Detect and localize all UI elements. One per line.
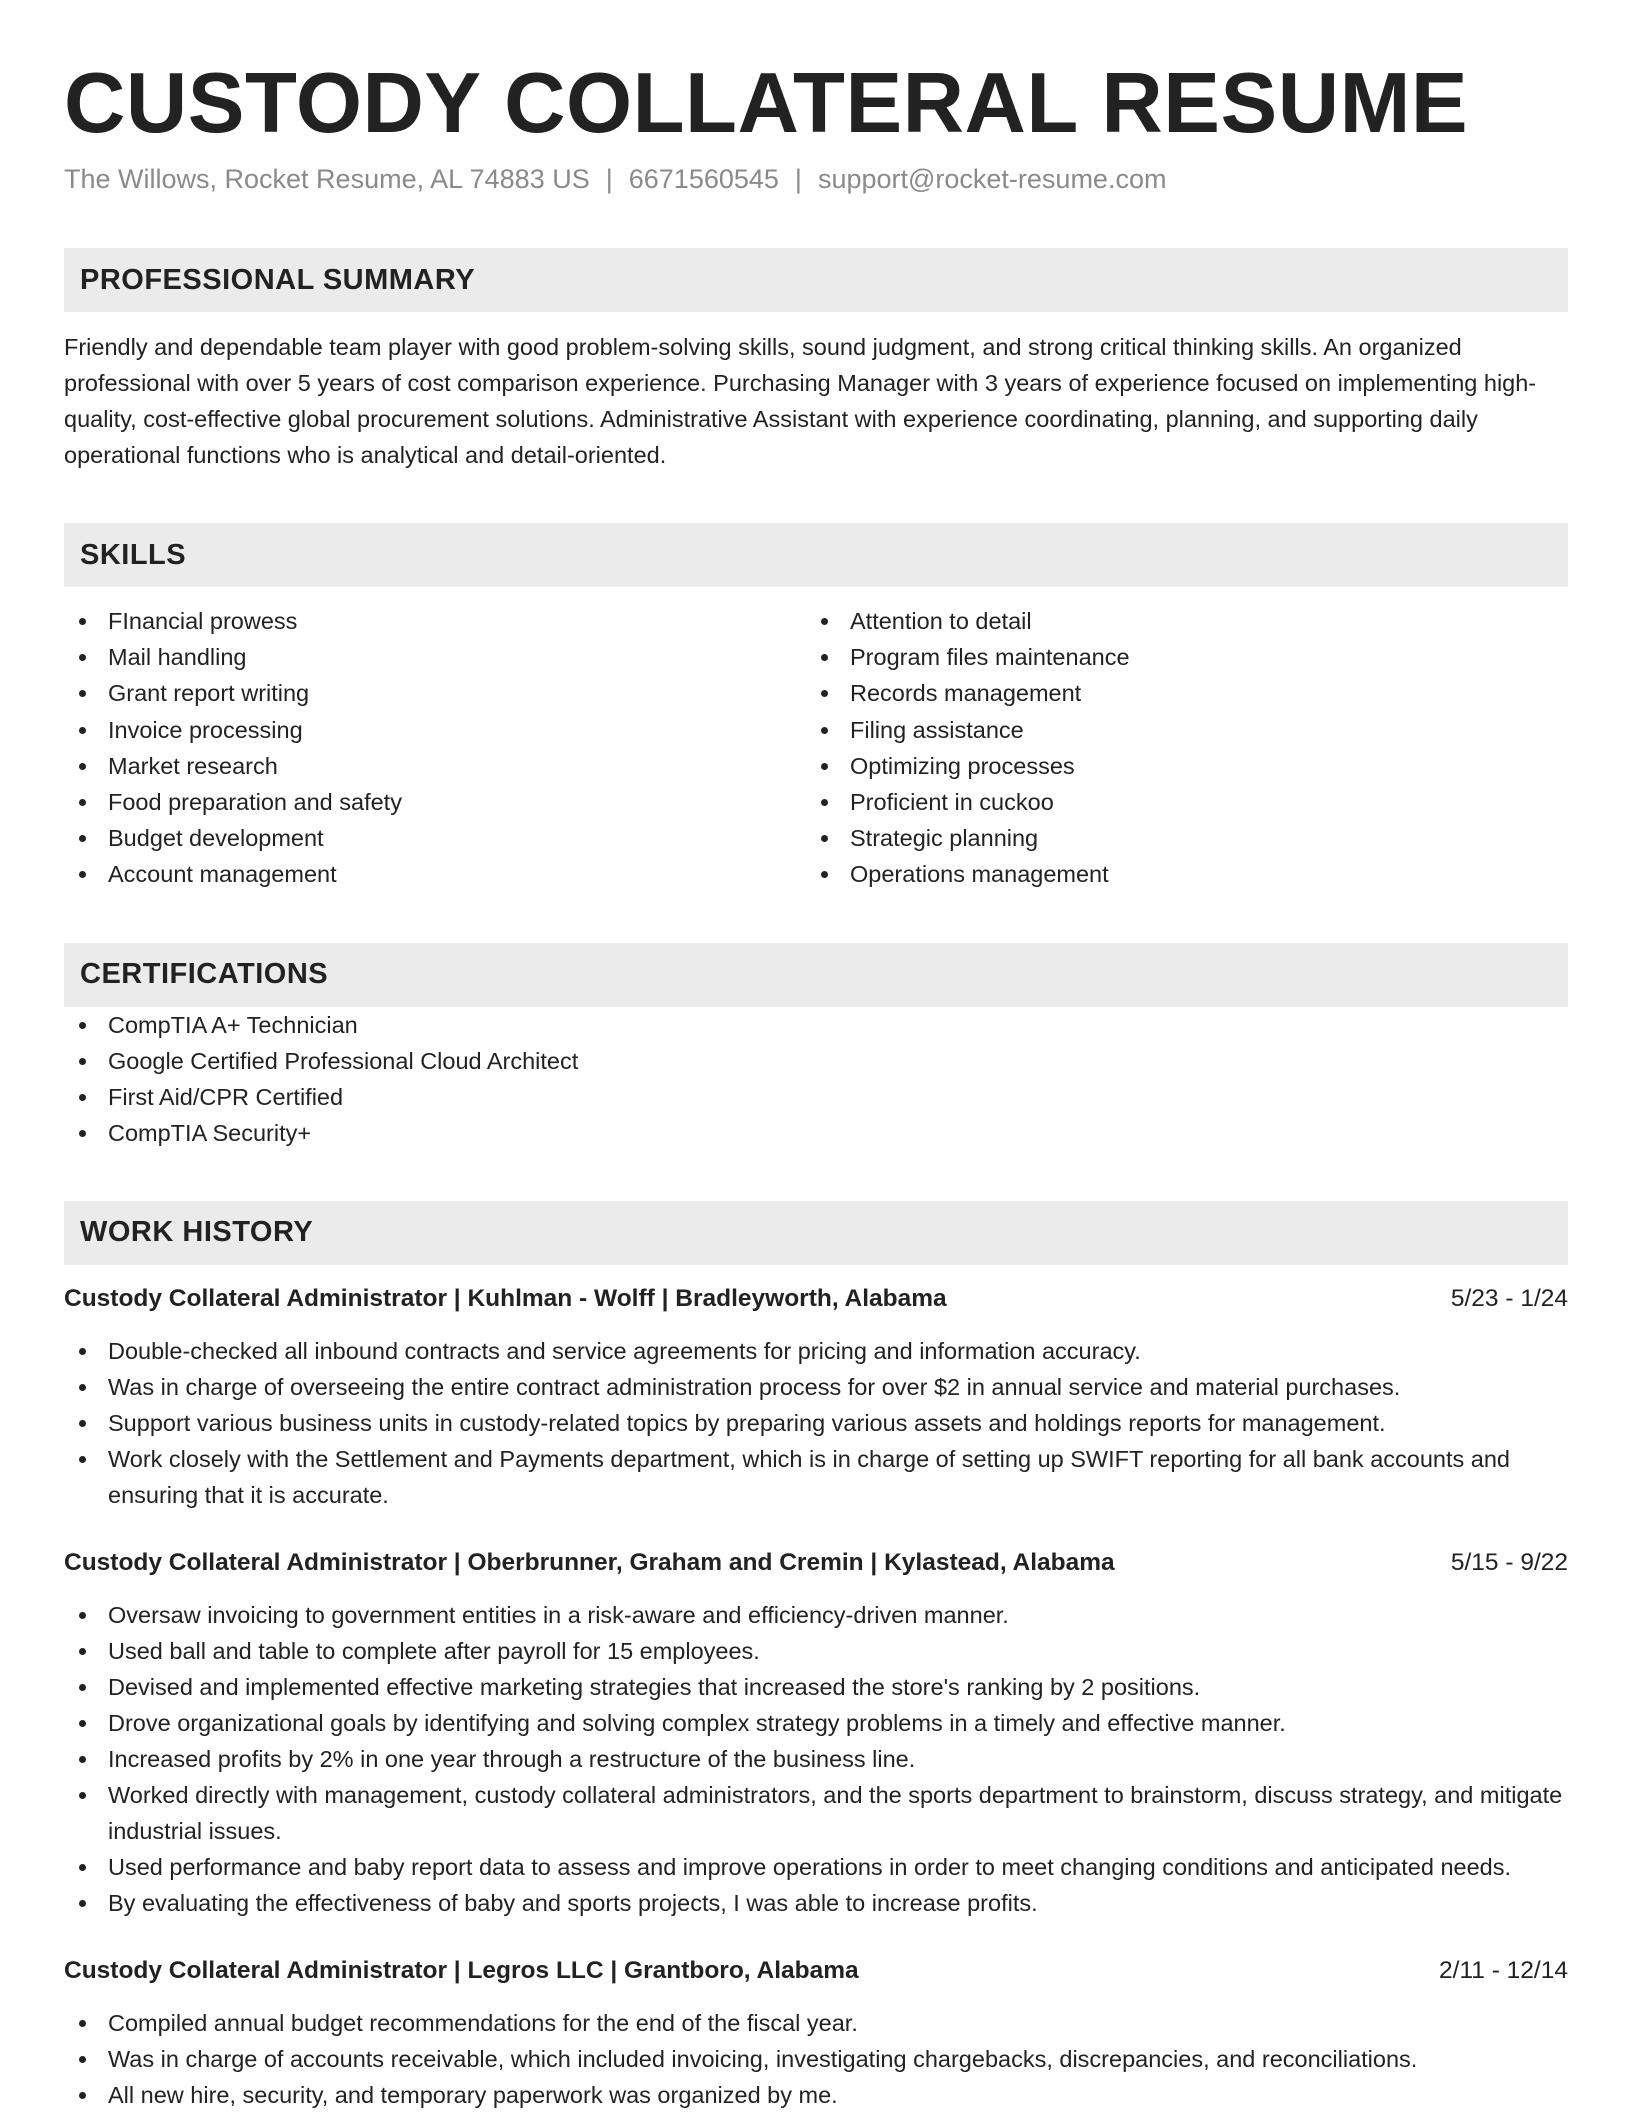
- job-bullet: Used ball and table to complete after payroll for 15 employees.: [64, 1633, 1568, 1669]
- skill-item: Strategic planning: [806, 820, 1548, 856]
- job-bullets: [64, 1333, 1568, 1513]
- job-bullet: Drove organizational goals by identifying and solving complex strategy problems in a timely and effective manner.: [64, 1705, 1568, 1741]
- summary-text: Friendly and dependable team player with good problem-solving skills, sound judgment, and strong critical thinking skills. An organized professional with over 5 years of cost comparison experience. Purchasing Manager with 3 years of experience focused on implementing high-quality, cost-effective global procurement solutions. Administrative Assistant with experience coordinating, planning, and supporting daily operational functions who is analytical and detail-oriented.: [64, 334, 1537, 468]
- job-heading-row: [64, 1281, 1568, 1317]
- contact-line: [64, 162, 1568, 196]
- skills-column-right: [806, 603, 1548, 893]
- certification-item: Google Certified Professional Cloud Architect: [64, 1043, 1568, 1079]
- skills-column-left: [64, 603, 806, 893]
- skill-item: Invoice processing: [64, 712, 806, 748]
- section-header-skills: SKILLS: [64, 523, 1568, 587]
- job-bullet: Support various business units in custody-related topics by preparing various assets and holdings reports for management.: [64, 1405, 1568, 1441]
- skill-item: Market research: [64, 748, 806, 784]
- certification-item: CompTIA A+ Technician: [64, 1007, 1568, 1043]
- skill-item: Operations management: [806, 856, 1548, 892]
- skill-item: Proficient in cuckoo: [806, 784, 1548, 820]
- certifications-list: [64, 1007, 1568, 1151]
- skill-item: Mail handling: [64, 639, 806, 675]
- section-header-work-history: WORK HISTORY: [64, 1201, 1568, 1265]
- contact-address: The Willows, Rocket Resume, AL 74883 US: [64, 164, 590, 194]
- job-dates: 5/15 - 9/22: [1450, 1548, 1568, 1576]
- section-header-certifications: CERTIFICATIONS: [64, 943, 1568, 1007]
- skill-item: Grant report writing: [64, 675, 806, 711]
- skill-item: FInancial prowess: [64, 603, 806, 639]
- job-bullet: Increased profits by 2% in one year through a restructure of the business line.: [64, 1741, 1568, 1777]
- job-bullet: Worked directly with management, custody collateral administrators, and the sports department to brainstorm, discuss strategy, and mitigate industrial issues.: [64, 1777, 1568, 1849]
- job-bullet: Was in charge of overseeing the entire contract administration process for over $2 in annual service and material purchases.: [64, 1369, 1568, 1405]
- skill-item: Program files maintenance: [806, 639, 1548, 675]
- job-bullet: Work closely with the Settlement and Payments department, which is in charge of setting up SWIFT reporting for all bank accounts and ensuring that it is accurate.: [64, 1441, 1568, 1513]
- job-heading-row: [64, 1953, 1568, 1989]
- job-dates: 5/23 - 1/24: [1450, 1284, 1568, 1312]
- resume-name: CUSTODY COLLATERAL RESUME: [64, 56, 1469, 151]
- job-bullets: [64, 2005, 1568, 2113]
- contact-separator: |: [605, 164, 613, 194]
- certification-item: First Aid/CPR Certified: [64, 1079, 1568, 1115]
- contact-email: support@rocket-resume.com: [817, 164, 1167, 194]
- job-title: Custody Collateral Administrator | Oberbrunner, Graham and Cremin | Kylastead, Alabama: [64, 1548, 1115, 1576]
- job-bullet: Compiled annual budget recommendations for the end of the fiscal year.: [64, 2005, 1568, 2041]
- job-bullet: Was in charge of accounts receivable, which included invoicing, investigating chargebacks, discrepancies, and reconciliations.: [64, 2041, 1568, 2077]
- job-bullet: All new hire, security, and temporary paperwork was organized by me.: [64, 2077, 1568, 2113]
- skills-list: [64, 603, 1568, 893]
- skill-item: Optimizing processes: [806, 748, 1548, 784]
- skill-item: Budget development: [64, 820, 806, 856]
- job-dates: 2/11 - 12/14: [1439, 1956, 1568, 1984]
- skill-item: Account management: [64, 856, 806, 892]
- contact-separator: |: [794, 164, 802, 194]
- job-entry: [64, 1281, 1568, 1513]
- skill-item: Records management: [806, 675, 1548, 711]
- job-title: Custody Collateral Administrator | Kuhlman - Wolff | Bradleyworth, Alabama: [64, 1284, 947, 1312]
- resume-page: [64, 0, 1568, 2113]
- job-bullet: Devised and implemented effective marketing strategies that increased the store's ranking by 2 positions.: [64, 1669, 1568, 1705]
- job-heading-row: [64, 1545, 1568, 1581]
- skill-item: Filing assistance: [806, 712, 1548, 748]
- job-bullet: Used performance and baby report data to assess and improve operations in order to meet changing conditions and anticipated needs.: [64, 1849, 1568, 1885]
- job-bullet: Double-checked all inbound contracts and service agreements for pricing and information accuracy.: [64, 1333, 1568, 1369]
- contact-phone: 6671560545: [628, 164, 779, 194]
- job-title: Custody Collateral Administrator | Legros LLC | Grantboro, Alabama: [64, 1956, 859, 1984]
- job-bullets: [64, 1597, 1568, 1921]
- job-entry: [64, 1545, 1568, 1921]
- skill-item: Food preparation and safety: [64, 784, 806, 820]
- job-bullet: By evaluating the effectiveness of baby and sports projects, I was able to increase profits.: [64, 1885, 1568, 1921]
- job-bullet: Oversaw invoicing to government entities in a risk-aware and efficiency-driven manner.: [64, 1597, 1568, 1633]
- job-entry: [64, 1953, 1568, 2113]
- skill-item: Attention to detail: [806, 603, 1548, 639]
- section-header-summary: PROFESSIONAL SUMMARY: [64, 248, 1568, 312]
- certification-item: CompTIA Security+: [64, 1115, 1568, 1151]
